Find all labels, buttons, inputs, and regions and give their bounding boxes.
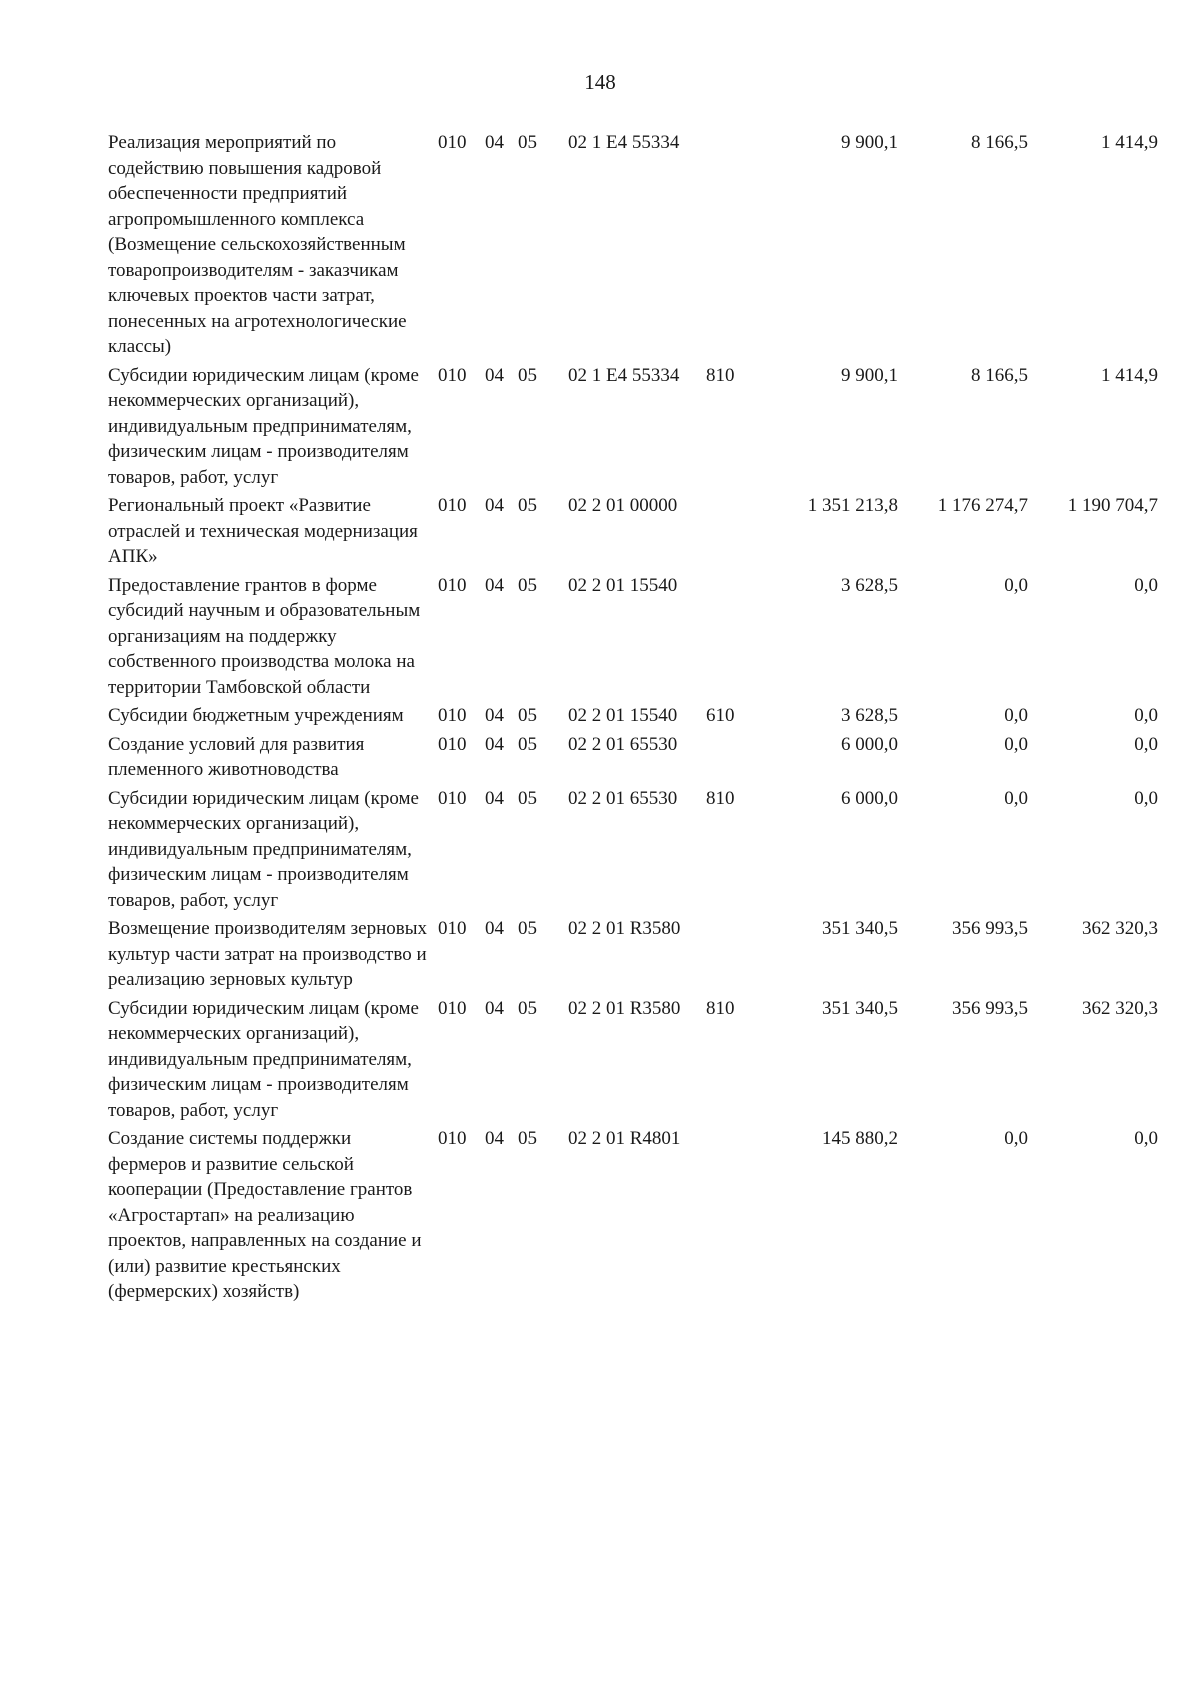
subsection-code: 05 [518,132,537,153]
amount-year-2: 0,0 [1004,733,1028,755]
subsection-code: 05 [518,574,537,596]
amount-year-1: 9 900,1 [841,132,898,153]
amount-year-3: 362 320,3 [1082,918,1158,939]
target-article-code: 02 2 01 65530 [568,733,678,755]
row-name: Субсидии юридическим лицам (кроме некоммерческих организаций), индивидуальным предпринимателям, физическим лицам - производителям товаров, работ, услуг [108,364,419,488]
table-row [108,130,1178,360]
table-row [108,916,1178,993]
target-article-code: 02 2 01 15540 [568,574,678,596]
row-name: Создание системы поддержки фермеров и развитие сельской кооперации (Предоставление грантов «Агростартап» на реализацию проектов, направленных на создание и (или) развитие крестьянских (фермерских) хозяйств) [108,1128,422,1302]
target-article-code: 02 1 Е4 55334 [568,132,680,153]
ministry-code: 010 [438,1128,467,1149]
row-name: Возмещение производителям зерновых культур части затрат на производство и реализацию зерновых культур [108,918,427,990]
ministry-code: 010 [438,705,467,726]
subsection-code: 05 [518,495,537,516]
target-article-code: 02 2 01 65530 [568,787,678,809]
row-name: Субсидии юридическим лицам (кроме некоммерческих организаций), индивидуальным предпринимателям, физическим лицам - производителям товаров, работ, услуг [108,787,419,911]
amount-year-2: 8 166,5 [971,364,1028,386]
amount-year-2: 356 993,5 [952,918,1028,939]
expense-kind-code: 810 [706,787,735,809]
subsection-code: 05 [518,918,537,939]
target-article-code: 02 1 Е4 55334 [568,364,680,386]
amount-year-2: 0,0 [1004,787,1028,809]
table-row [108,732,1178,783]
target-article-code: 02 2 01 15540 [568,705,678,726]
amount-year-1: 351 340,5 [822,918,898,939]
section-code: 04 [485,733,504,755]
amount-year-3: 0,0 [1134,787,1158,809]
amount-year-1: 9 900,1 [841,364,898,386]
expense-kind-code: 810 [706,997,735,1019]
ministry-code: 010 [438,574,467,596]
section-code: 04 [485,997,504,1019]
amount-year-1: 3 628,5 [841,705,898,726]
section-code: 04 [485,132,504,153]
table-row [108,703,1178,729]
ministry-code: 010 [438,997,467,1019]
section-code: 04 [485,364,504,386]
ministry-code: 010 [438,787,467,809]
ministry-code: 010 [438,364,467,386]
target-article-code: 02 2 01 00000 [568,495,678,516]
amount-year-3: 1 190 704,7 [1067,495,1158,516]
row-name: Региональный проект «Развитие отраслей и техническая модернизация АПК» [108,495,418,567]
section-code: 04 [485,705,504,726]
target-article-code: 02 2 01 R4801 [568,1128,681,1149]
section-code: 04 [485,918,504,939]
amount-year-2: 8 166,5 [971,132,1028,153]
table-row [108,996,1178,1124]
amount-year-1: 351 340,5 [822,997,898,1019]
subsection-code: 05 [518,733,537,755]
amount-year-2: 356 993,5 [952,997,1028,1019]
row-name: Предоставление грантов в форме субсидий научным и образовательным организациям на поддержку собственного производства молока на территории Тамбовской области [108,574,421,698]
amount-year-3: 0,0 [1134,733,1158,755]
table-row [108,1126,1178,1305]
amount-year-1: 3 628,5 [841,574,898,596]
amount-year-1: 6 000,0 [841,787,898,809]
section-code: 04 [485,574,504,596]
row-name: Субсидии юридическим лицам (кроме некоммерческих организаций), индивидуальным предпринимателям, физическим лицам - производителям товаров, работ, услуг [108,997,419,1121]
expense-kind-code: 810 [706,364,735,386]
amount-year-3: 362 320,3 [1082,997,1158,1019]
section-code: 04 [485,495,504,516]
amount-year-3: 1 414,9 [1101,132,1158,153]
subsection-code: 05 [518,787,537,809]
row-name: Реализация мероприятий по содействию повышения кадровой обеспеченности предприятий агропромышленного комплекса (Возмещение сельскохозяйственным товаропроизводителям - заказчикам ключевых проектов части затрат, понесенных на агротехнологические классы) [108,132,407,357]
amount-year-1: 145 880,2 [822,1128,898,1149]
row-name: Создание условий для развития племенного животноводства [108,733,365,780]
subsection-code: 05 [518,705,537,726]
table-row [108,786,1178,914]
table-row [108,573,1178,701]
section-code: 04 [485,787,504,809]
subsection-code: 05 [518,997,537,1019]
subsection-code: 05 [518,364,537,386]
table-row [108,493,1178,570]
target-article-code: 02 2 01 R3580 [568,997,681,1019]
amount-year-3: 0,0 [1134,1128,1158,1149]
amount-year-2: 1 176 274,7 [937,495,1028,516]
amount-year-1: 1 351 213,8 [807,495,898,516]
amount-year-3: 1 414,9 [1101,364,1158,386]
ministry-code: 010 [438,132,467,153]
target-article-code: 02 2 01 R3580 [568,918,681,939]
amount-year-2: 0,0 [1004,574,1028,596]
amount-year-2: 0,0 [1004,1128,1028,1149]
table-row [108,363,1178,491]
amount-year-1: 6 000,0 [841,733,898,755]
expense-kind-code: 610 [706,705,735,726]
amount-year-3: 0,0 [1134,574,1158,596]
amount-year-3: 0,0 [1134,705,1158,726]
amount-year-2: 0,0 [1004,705,1028,726]
subsection-code: 05 [518,1128,537,1149]
row-name: Субсидии бюджетным учреждениям [108,705,404,726]
ministry-code: 010 [438,495,467,516]
ministry-code: 010 [438,918,467,939]
budget-table [108,130,1178,1308]
page-number: 148 [584,70,616,94]
section-code: 04 [485,1128,504,1149]
ministry-code: 010 [438,733,467,755]
